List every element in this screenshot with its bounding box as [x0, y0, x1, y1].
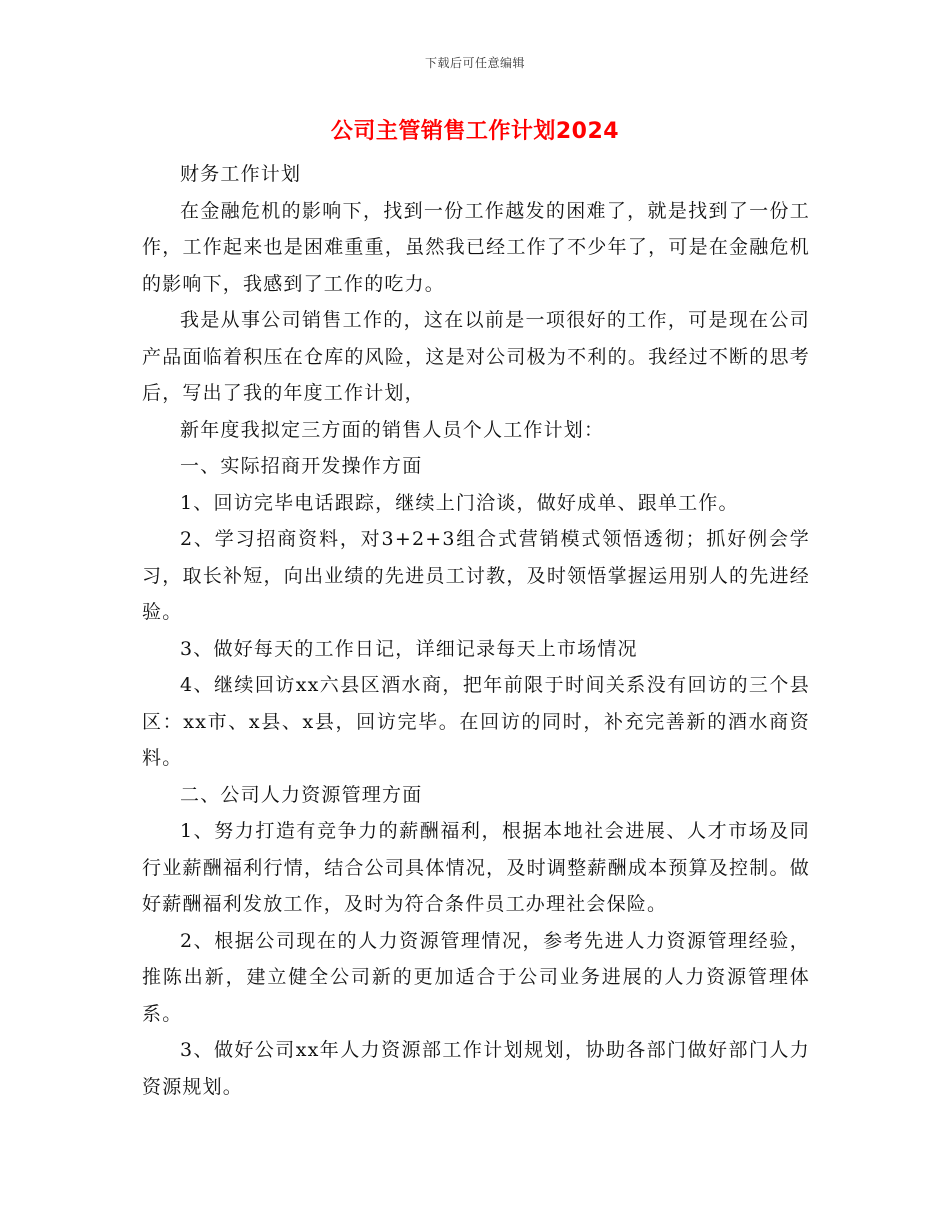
list-item-1-1: 1、回访完毕电话跟踪，继续上门洽谈，做好成单、跟单工作。 — [180, 491, 739, 514]
list-item-2-2: 2、根据公司现在的人力资源管理情况，参考先进人力资源管理经验，推陈出新，建立健全公司新的更加适合于公司业务进展的人力资源管理体系。 — [142, 929, 810, 1025]
list-item-1-2: 2、学习招商资料，对3+2+3组合式营销模式领悟透彻；抓好例会学习，取长补短，向出业绩的先进员工讨教，及时领悟掌握运用别人的先进经验。 — [142, 528, 810, 623]
paragraph-plan-overview: 新年度我拟定三方面的销售人员个人工作计划： — [180, 418, 605, 441]
list-item-2-3: 3、做好公司xx年人力资源部工作计划规划，协助各部门做好部门人力资源规划。 — [142, 1039, 810, 1098]
paragraph-background: 我是从事公司销售工作的，这在以前是一项很好的工作，可是现在公司产品面临着积压在仓库的风险，这是对公司极为不利的。我经过不断的思考后，写出了我的年度工作计划， — [142, 309, 810, 404]
list-item-2-1: 1、努力打造有竞争力的薪酬福利，根据本地社会进展、人才市场及同行业薪酬福利行情，结合公司具体情况，及时调整薪酬成本预算及控制。做好薪酬福利发放工作，及时为符合条件员工办理社会保险。 — [142, 820, 810, 915]
heading-investment-development: 一、实际招商开发操作方面 — [180, 455, 423, 477]
document-body — [142, 156, 810, 1105]
header-note: 下载后可任意编辑 — [424, 56, 525, 70]
document-title: 公司主管销售工作计划2024 — [330, 119, 620, 144]
heading-hr-management: 二、公司人力资源管理方面 — [180, 783, 423, 806]
list-item-1-4: 4、继续回访xx六县区酒水商，把年前限于时间关系没有回访的三个县区：xx市、x县、x县，回访完毕。在回访的同时，补充完善新的酒水商资料。 — [142, 674, 810, 769]
paragraph-section-title: 财务工作计划 — [180, 163, 302, 185]
list-item-1-3: 3、做好每天的工作日记，详细记录每天上市场情况 — [180, 637, 638, 660]
paragraph-intro: 在金融危机的影响下，找到一份工作越发的困难了，就是找到了一份工作，工作起来也是困难重重，虽然我已经工作了不少年了，可是在金融危机的影响下，我感到了工作的吃力。 — [142, 199, 810, 295]
